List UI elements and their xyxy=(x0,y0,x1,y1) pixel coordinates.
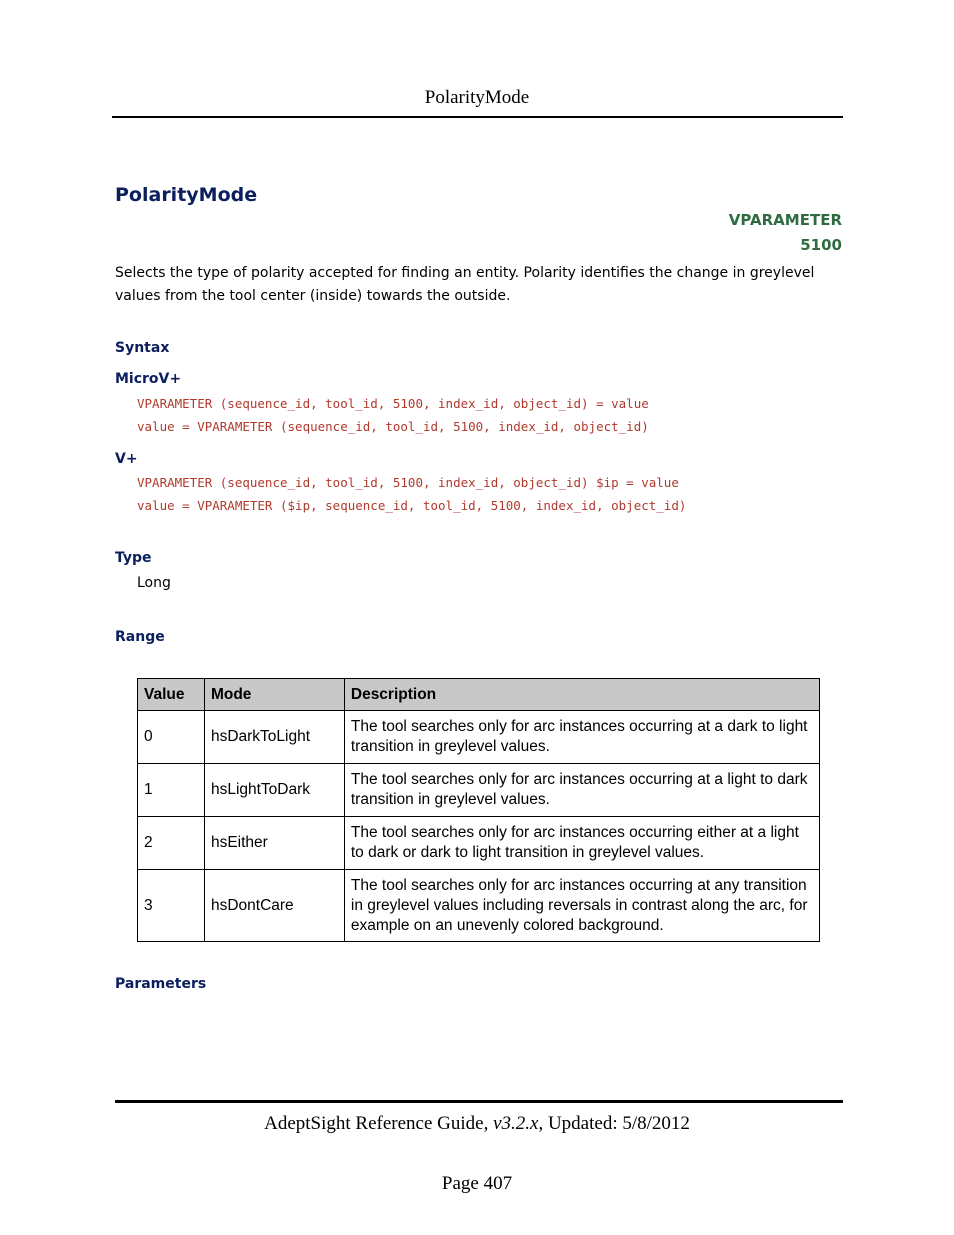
table-header-row xyxy=(138,679,820,711)
cell-mode: hsEither xyxy=(204,817,344,870)
cell-mode: hsLightToDark xyxy=(204,764,344,817)
footer-divider xyxy=(115,1100,843,1103)
footer-guide-info xyxy=(0,1113,954,1135)
cell-description: The tool searches only for arc instances occurring at any transition in greylevel values including reversals in contrast along the arc, for example on an unevenly colored background. xyxy=(344,870,819,942)
footer-updated: , Updated: 5/8/2012 xyxy=(538,1113,690,1134)
vplus-heading: V+ xyxy=(115,451,138,467)
table-row xyxy=(138,764,820,817)
page-title: PolarityMode xyxy=(115,184,258,206)
vparameter-number: 5100 xyxy=(800,236,842,254)
microv-syntax-line-1: VPARAMETER (sequence_id, tool_id, 5100, index_id, object_id) = value xyxy=(137,396,649,411)
column-header-value: Value xyxy=(138,679,205,711)
table-row xyxy=(138,817,820,870)
cell-value: 1 xyxy=(138,764,205,817)
column-header-mode: Mode xyxy=(204,679,344,711)
cell-value: 0 xyxy=(138,711,205,764)
microv-heading: MicroV+ xyxy=(115,371,182,387)
vparameter-label: VPARAMETER xyxy=(728,211,842,229)
header-divider xyxy=(112,116,843,118)
cell-mode: hsDarkToLight xyxy=(204,711,344,764)
vplus-syntax-line-2: value = VPARAMETER ($ip, sequence_id, tool_id, 5100, index_id, object_id) xyxy=(137,498,687,513)
type-heading: Type xyxy=(115,550,152,566)
footer-version: , v3.2.x xyxy=(483,1113,539,1134)
table-row xyxy=(138,711,820,764)
footer-guide-title: AdeptSight Reference Guide xyxy=(264,1113,484,1134)
vparameter-block xyxy=(729,208,842,258)
cell-description: The tool searches only for arc instances occurring at a dark to light transition in greylevel values. xyxy=(344,711,819,764)
running-header-title: PolarityMode xyxy=(424,87,530,108)
cell-description: The tool searches only for arc instances occurring at a light to dark transition in greylevel values. xyxy=(344,764,819,817)
vplus-syntax-line-1: VPARAMETER (sequence_id, tool_id, 5100, index_id, object_id) $ip = value xyxy=(137,475,679,490)
intro-paragraph: Selects the type of polarity accepted for finding an entity. Polarity identifies the change in greylevel values from the tool center (inside) towards the outside. xyxy=(115,265,815,304)
syntax-heading: Syntax xyxy=(115,340,170,356)
page-number: Page 407 xyxy=(441,1173,513,1194)
range-table xyxy=(137,678,820,942)
parameters-heading: Parameters xyxy=(115,976,207,992)
column-header-description: Description xyxy=(344,679,819,711)
cell-value: 2 xyxy=(138,817,205,870)
cell-value: 3 xyxy=(138,870,205,942)
cell-description: The tool searches only for arc instances occurring either at a light to dark or dark to light transition in greylevel values. xyxy=(344,817,819,870)
microv-syntax-line-2: value = VPARAMETER (sequence_id, tool_id, 5100, index_id, object_id) xyxy=(137,419,649,434)
cell-mode: hsDontCare xyxy=(204,870,344,942)
type-value: Long xyxy=(137,575,171,591)
range-heading: Range xyxy=(115,629,165,645)
table-row xyxy=(138,870,820,942)
